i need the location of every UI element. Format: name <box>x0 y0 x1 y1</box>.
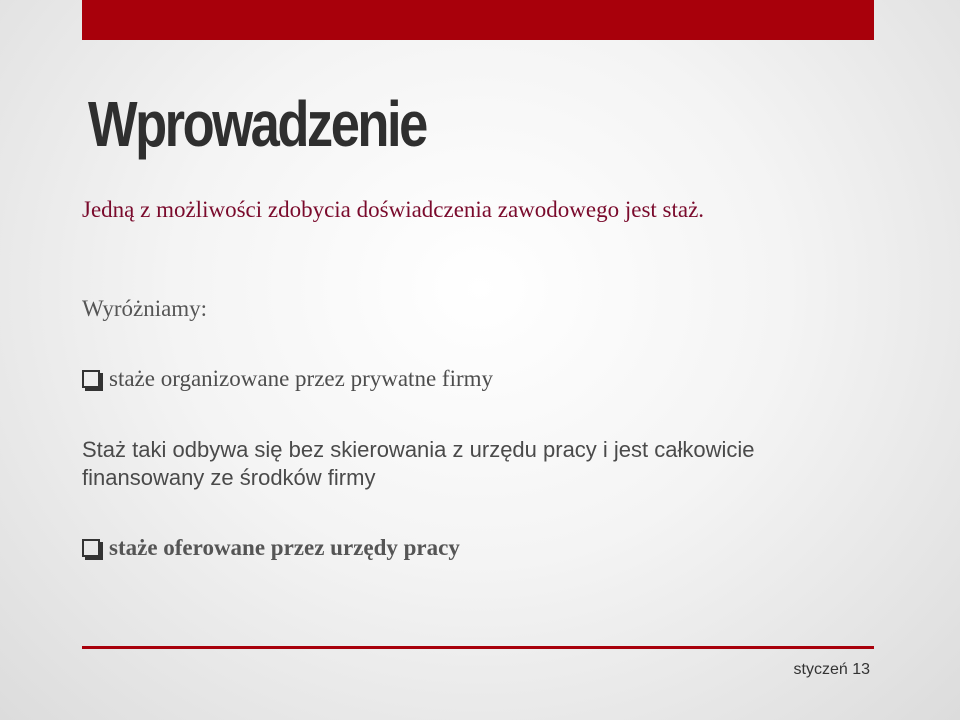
slide-title: Wprowadzenie <box>88 88 426 160</box>
slide-footer-date: styczeń 13 <box>793 661 870 678</box>
top-accent-bar <box>82 0 874 40</box>
bullet-label: staże organizowane przez prywatne firmy <box>109 366 494 391</box>
checkbox-square-icon <box>82 539 100 557</box>
bullet-label: staże oferowane przez urzędy pracy <box>109 535 460 560</box>
bottom-divider <box>82 646 874 649</box>
list-heading: Wyróżniamy: <box>82 296 208 321</box>
intro-text: Jedną z możliwości zdobycia doświadczenia zawodowego jest staż. <box>82 197 705 222</box>
checkbox-square-icon <box>82 370 100 388</box>
bullet-description: Staż taki odbywa się bez skierowania z urzędu pracy i jest całkowicie finansowany ze środków firmy <box>82 437 755 490</box>
bullet-item-private-firms <box>82 366 493 392</box>
bullet-item-labour-offices <box>82 535 460 561</box>
